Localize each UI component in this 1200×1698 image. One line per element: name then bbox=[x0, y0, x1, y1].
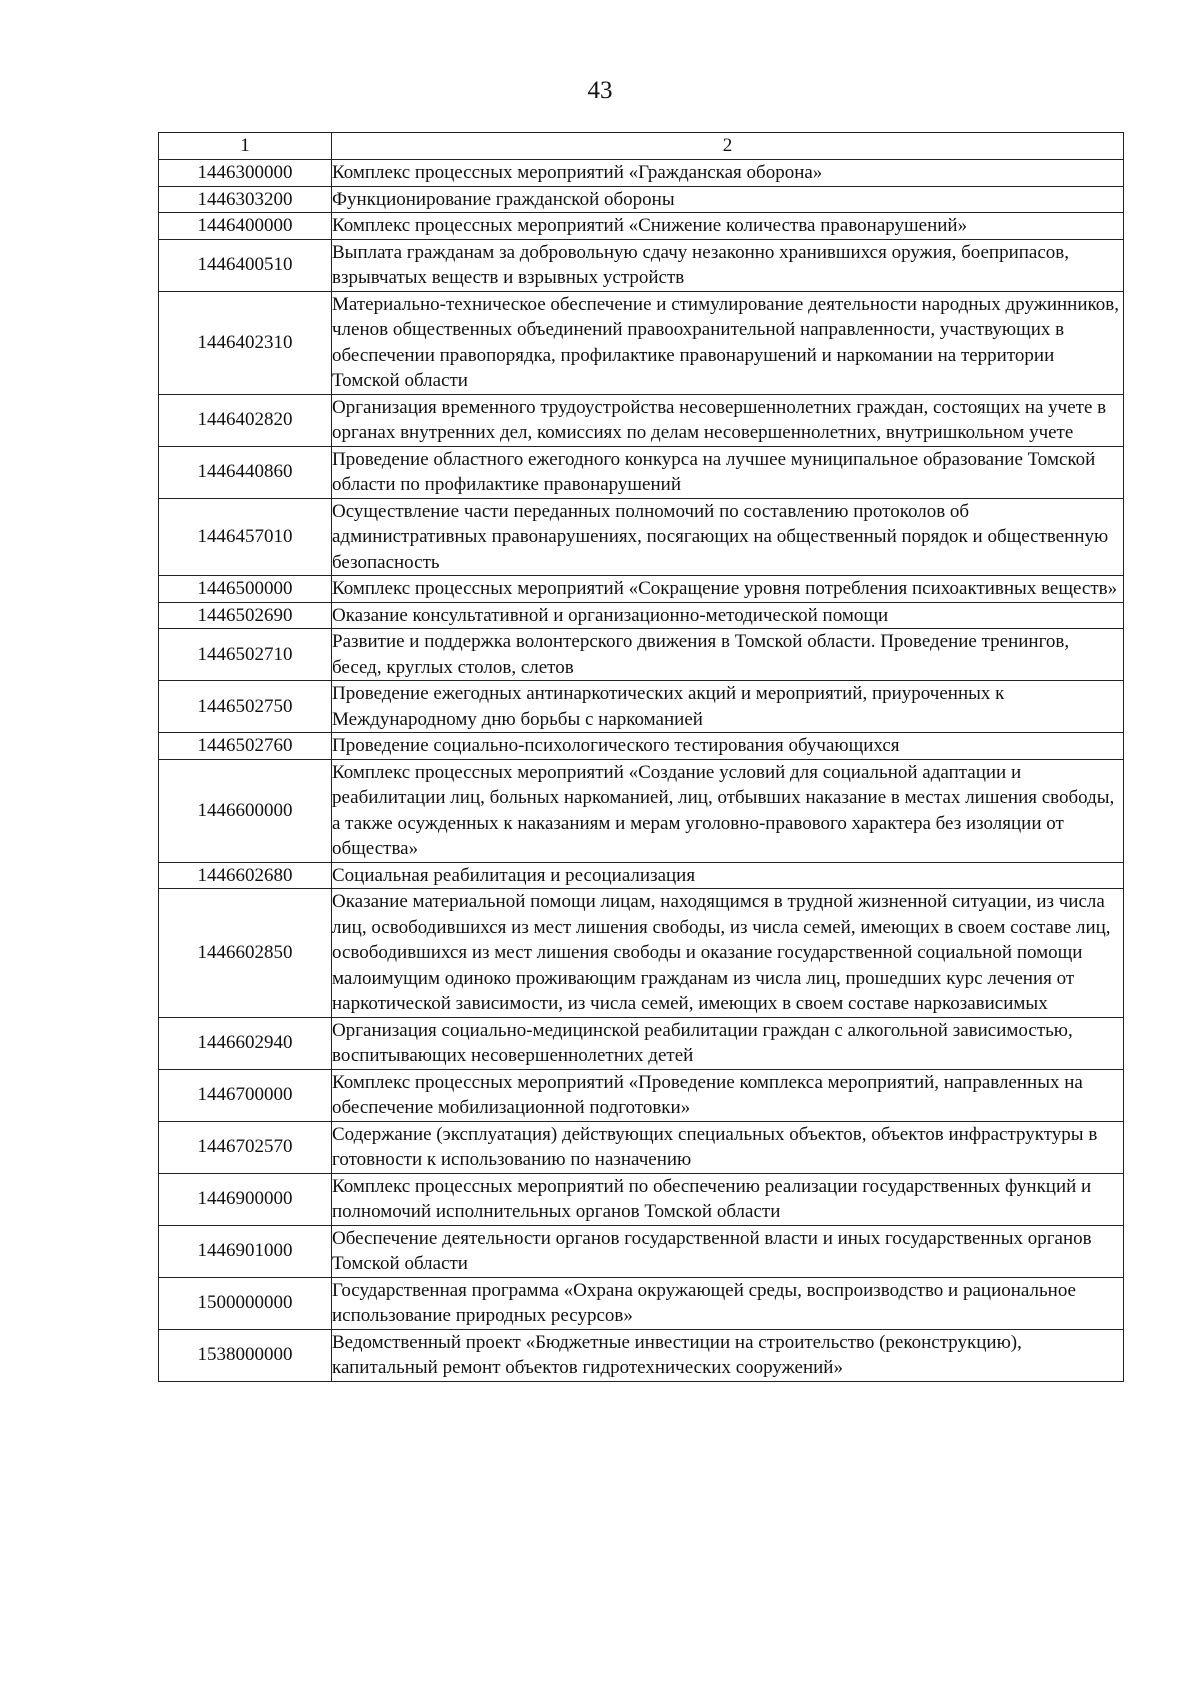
table-row bbox=[159, 576, 1124, 603]
row-description: Оказание консультативной и организационно-методической помощи bbox=[332, 602, 1124, 629]
table-row bbox=[159, 160, 1124, 187]
row-description: Организация временного трудоустройства несовершеннолетних граждан, состоящих на учете в органах внутренних дел, комиссиях по делам несовершеннолетних, внутришкольном учете bbox=[332, 394, 1124, 446]
row-description: Материально-техническое обеспечение и стимулирование деятельности народных дружинников, членов общественных объединений правоохранительной направленности, участвующих в обеспечении правопорядка, профилактике правонарушений и наркомании на территории Томской области bbox=[332, 291, 1124, 394]
row-code: 1446600000 bbox=[159, 759, 332, 862]
table-row bbox=[159, 1017, 1124, 1069]
row-code: 1446700000 bbox=[159, 1069, 332, 1121]
row-description: Комплекс процессных мероприятий «Снижение количества правонарушений» bbox=[332, 213, 1124, 240]
table-body bbox=[159, 160, 1124, 1382]
row-description: Организация социально-медицинской реабилитации граждан с алкогольной зависимостью, воспитывающих несовершеннолетних детей bbox=[332, 1017, 1124, 1069]
row-code: 1446402820 bbox=[159, 394, 332, 446]
row-description: Комплекс процессных мероприятий «Проведение комплекса мероприятий, направленных на обеспечение мобилизационной подготовки» bbox=[332, 1069, 1124, 1121]
row-description: Комплекс процессных мероприятий «Создание условий для социальной адаптации и реабилитации лиц, больных наркоманией, лиц, отбывших наказание в местах лишения свободы, а также осужденных к наказаниям и мерам уголовно-правового характера без изоляции от общества» bbox=[332, 759, 1124, 862]
table-header-row bbox=[159, 133, 1124, 160]
table-row bbox=[159, 213, 1124, 240]
budget-code-table bbox=[158, 132, 1124, 1382]
table-row bbox=[159, 602, 1124, 629]
row-code: 1446400510 bbox=[159, 239, 332, 291]
table-row bbox=[159, 186, 1124, 213]
row-description: Осуществление части переданных полномочий по составлению протоколов об административных правонарушениях, посягающих на общественный порядок и общественную безопасность bbox=[332, 498, 1124, 576]
row-code: 1446502750 bbox=[159, 681, 332, 733]
table-row bbox=[159, 239, 1124, 291]
row-code: 1446402310 bbox=[159, 291, 332, 394]
row-description: Выплата гражданам за добровольную сдачу незаконно хранившихся оружия, боеприпасов, взрывчатых веществ и взрывных устройств bbox=[332, 239, 1124, 291]
table-row bbox=[159, 394, 1124, 446]
row-description: Развитие и поддержка волонтерского движения в Томской области. Проведение тренингов, бесед, круглых столов, слетов bbox=[332, 629, 1124, 681]
row-code: 1446303200 bbox=[159, 186, 332, 213]
row-code: 1446602850 bbox=[159, 889, 332, 1018]
table-row bbox=[159, 1121, 1124, 1173]
table-row bbox=[159, 291, 1124, 394]
table-row bbox=[159, 759, 1124, 862]
row-description: Проведение социально-психологического тестирования обучающихся bbox=[332, 733, 1124, 760]
row-code: 1446502710 bbox=[159, 629, 332, 681]
row-code: 1446901000 bbox=[159, 1225, 332, 1277]
table-row bbox=[159, 629, 1124, 681]
row-code: 1446440860 bbox=[159, 446, 332, 498]
row-description: Проведение ежегодных антинаркотических акций и мероприятий, приуроченных к Международному дню борьбы с наркоманией bbox=[332, 681, 1124, 733]
page-number: 43 bbox=[587, 77, 613, 104]
row-code: 1446502690 bbox=[159, 602, 332, 629]
row-code: 1446400000 bbox=[159, 213, 332, 240]
row-code: 1446702570 bbox=[159, 1121, 332, 1173]
column-header-description: 2 bbox=[332, 133, 1124, 160]
row-code: 1500000000 bbox=[159, 1277, 332, 1329]
table-row bbox=[159, 1173, 1124, 1225]
row-description: Комплекс процессных мероприятий по обеспечению реализации государственных функций и полномочий исполнительных органов Томской области bbox=[332, 1173, 1124, 1225]
row-code: 1446457010 bbox=[159, 498, 332, 576]
column-header-code: 1 bbox=[159, 133, 332, 160]
row-code: 1446300000 bbox=[159, 160, 332, 187]
table-row bbox=[159, 733, 1124, 760]
table-row bbox=[159, 862, 1124, 889]
table-row bbox=[159, 681, 1124, 733]
row-description: Комплекс процессных мероприятий «Сокращение уровня потребления психоактивных веществ» bbox=[332, 576, 1124, 603]
table-row bbox=[159, 498, 1124, 576]
row-code: 1446500000 bbox=[159, 576, 332, 603]
row-description: Государственная программа «Охрана окружающей среды, воспроизводство и рациональное использование природных ресурсов» bbox=[332, 1277, 1124, 1329]
row-description: Обеспечение деятельности органов государственной власти и иных государственных органов Томской области bbox=[332, 1225, 1124, 1277]
row-code: 1446602680 bbox=[159, 862, 332, 889]
table-row bbox=[159, 1329, 1124, 1381]
table-row bbox=[159, 1069, 1124, 1121]
row-code: 1446900000 bbox=[159, 1173, 332, 1225]
row-description: Функционирование гражданской обороны bbox=[332, 186, 1124, 213]
table-row bbox=[159, 1277, 1124, 1329]
table-row bbox=[159, 1225, 1124, 1277]
row-description: Социальная реабилитация и ресоциализация bbox=[332, 862, 1124, 889]
table-row bbox=[159, 446, 1124, 498]
row-code: 1446502760 bbox=[159, 733, 332, 760]
row-description: Проведение областного ежегодного конкурса на лучшее муниципальное образование Томской области по профилактике правонарушений bbox=[332, 446, 1124, 498]
row-description: Ведомственный проект «Бюджетные инвестиции на строительство (реконструкцию), капитальный ремонт объектов гидротехнических сооружений» bbox=[332, 1329, 1124, 1381]
row-description: Содержание (эксплуатация) действующих специальных объектов, объектов инфраструктуры в готовности к использованию по назначению bbox=[332, 1121, 1124, 1173]
table-row bbox=[159, 889, 1124, 1018]
row-description: Оказание материальной помощи лицам, находящимся в трудной жизненной ситуации, из числа лиц, освободившихся из мест лишения свободы, из числа семей, имеющих в своем составе лиц, освободившихся из мест лишения свободы и оказание государственной социальной помощи малоимущим одиноко проживающим гражданам из числа лиц, прошедших курс лечения от наркотической зависимости, из числа семей, имеющих в своем составе наркозависимых bbox=[332, 889, 1124, 1018]
row-code: 1446602940 bbox=[159, 1017, 332, 1069]
row-description: Комплекс процессных мероприятий «Гражданская оборона» bbox=[332, 160, 1124, 187]
row-code: 1538000000 bbox=[159, 1329, 332, 1381]
